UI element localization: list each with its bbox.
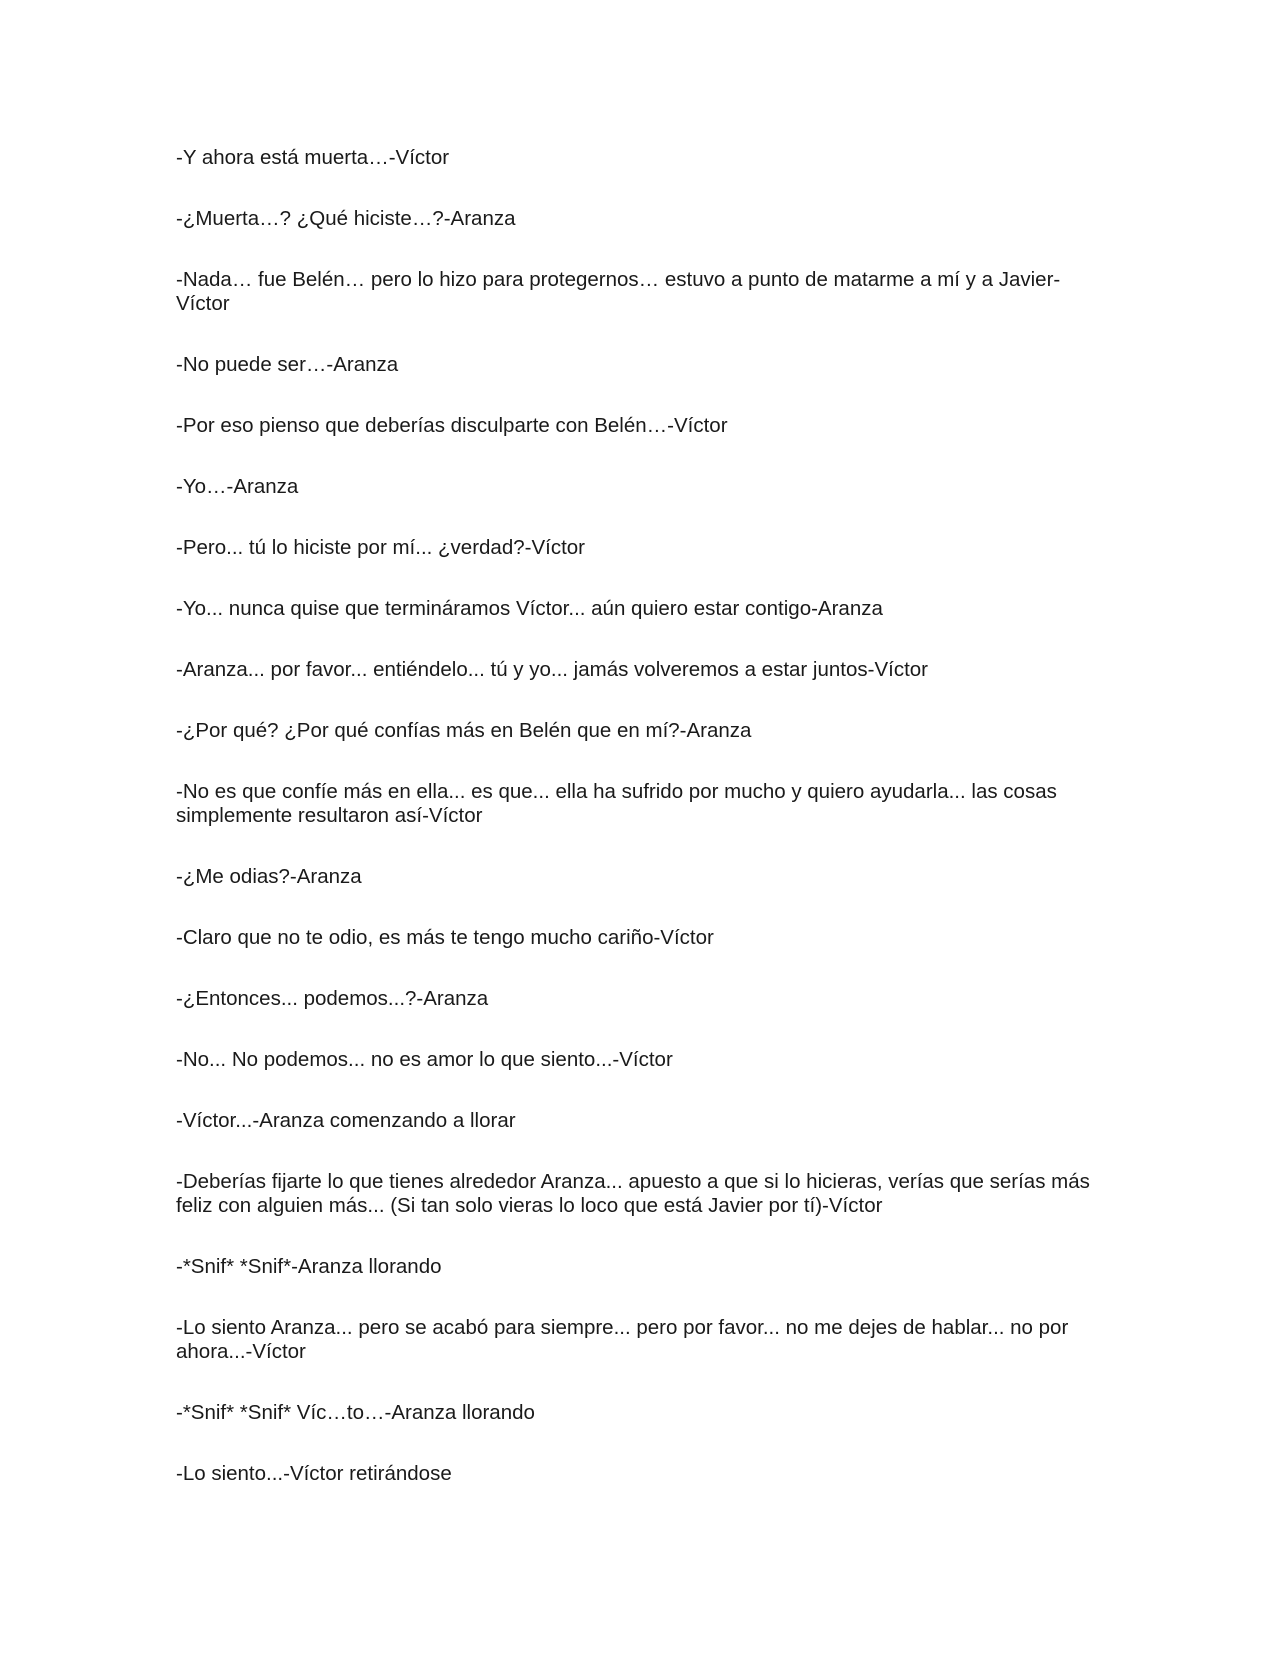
dialogue-line: -Yo…-Aranza	[176, 475, 299, 498]
dialogue-line: -No... No podemos... no es amor lo que siento...-Víctor	[176, 1048, 673, 1071]
dialogue-line: -Pero... tú lo hiciste por mí... ¿verdad?-Víctor	[176, 536, 586, 559]
document-body	[176, 146, 1096, 1523]
dialogue-line: -Aranza... por favor... entiéndelo... tú y yo... jamás volveremos a estar juntos-Víctor	[176, 658, 929, 681]
dialogue-line: -*Snif* *Snif* Víc…to…-Aranza llorando	[176, 1401, 535, 1424]
dialogue-line: -Víctor...-Aranza comenzando a llorar	[176, 1109, 516, 1132]
dialogue-line: -Y ahora está muerta…-Víctor	[176, 146, 450, 169]
dialogue-line: -¿Muerta…? ¿Qué hiciste…?-Aranza	[176, 207, 516, 230]
dialogue-line: -Deberías fijarte lo que tienes alrededor Aranza... apuesto a que si lo hicieras, verías que serías más feliz con alguien más... (Si tan solo vieras lo loco que está Javier por tí)-Víctor	[176, 1170, 1096, 1217]
dialogue-line: -Yo... nunca quise que termináramos Víctor... aún quiero estar contigo-Aranza	[176, 597, 883, 620]
dialogue-line: -¿Me odias?-Aranza	[176, 865, 362, 888]
dialogue-line: -No puede ser…-Aranza	[176, 353, 399, 376]
dialogue-line: -Lo siento...-Víctor retirándose	[176, 1462, 452, 1485]
dialogue-line: -Lo siento Aranza... pero se acabó para siempre... pero por favor... no me dejes de hablar... no por ahora...-Víctor	[176, 1316, 1074, 1363]
dialogue-line: -No es que confíe más en ella... es que... ella ha sufrido por mucho y quiero ayudarla... las cosas simplemente resultaron así-Víctor	[176, 780, 1063, 827]
dialogue-line: -Claro que no te odio, es más te tengo mucho cariño-Víctor	[176, 926, 714, 949]
dialogue-line: -*Snif* *Snif*-Aranza llorando	[176, 1255, 442, 1278]
dialogue-line: -¿Por qué? ¿Por qué confías más en Belén que en mí?-Aranza	[176, 719, 752, 742]
dialogue-line: -Por eso pienso que deberías disculparte con Belén…-Víctor	[176, 414, 728, 437]
dialogue-line: -Nada… fue Belén… pero lo hizo para protegernos… estuvo a punto de matarme a mí y a Javier-Víctor	[176, 268, 1061, 315]
dialogue-line: -¿Entonces... podemos...?-Aranza	[176, 987, 489, 1010]
